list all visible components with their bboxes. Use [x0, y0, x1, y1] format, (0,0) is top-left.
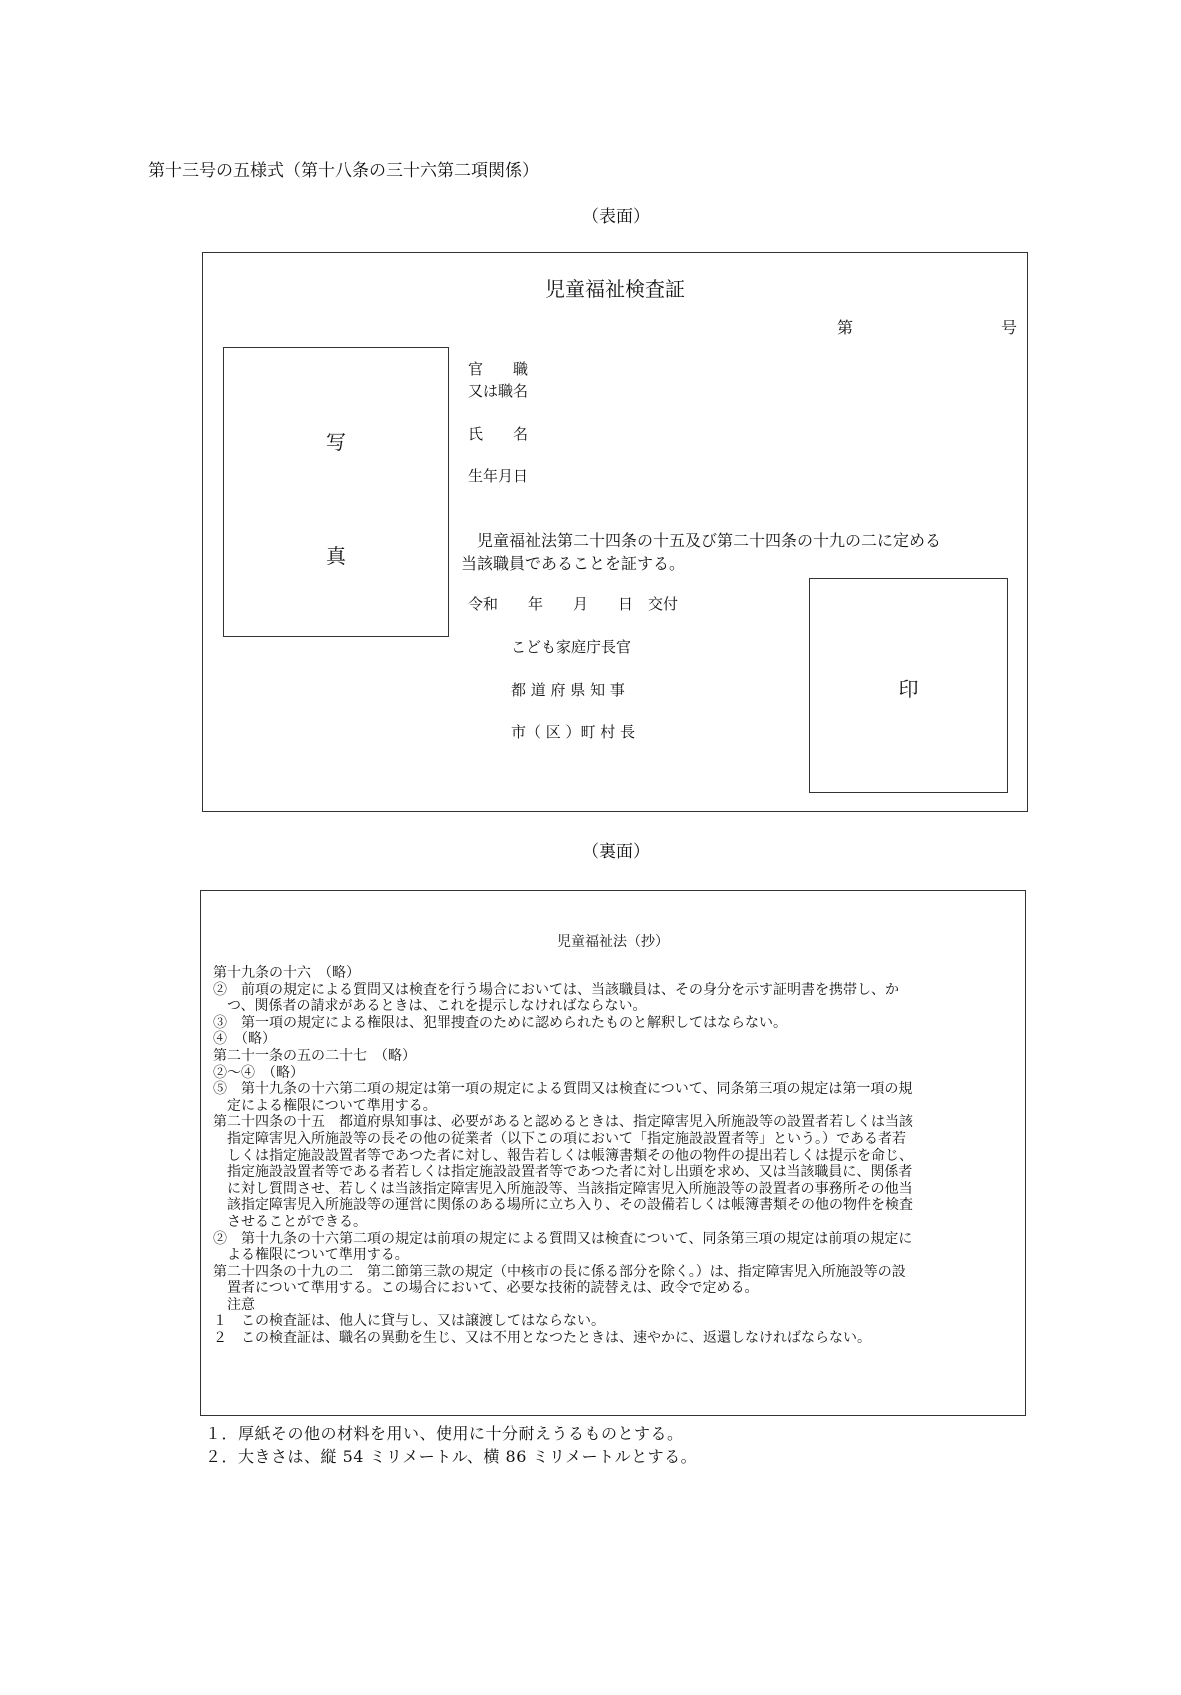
- certificate-title: 児童福祉検査証: [545, 277, 685, 301]
- front-side-label: （表面）: [582, 207, 650, 227]
- law-line: ② 第十九条の十六第二項の規定は前項の規定による質問又は検査について、同条第三項の規定は前項の規定に: [213, 1230, 913, 1247]
- law-line: ⑤ 第十九条の十六第二項の規定は第一項の規定による質問又は検査について、同条第三項の規定は第一項の規: [213, 1081, 913, 1098]
- birthdate-label: 生年月日: [468, 467, 529, 485]
- law-line: しくは指定施設設置者等であつた者に対し、報告若しくは帳簿書類その他の物件の提出若しくは提示を命じ、: [213, 1147, 913, 1164]
- back-side-label: （裏面）: [582, 842, 650, 862]
- certificate-front: [202, 252, 1028, 812]
- note-1: １．厚紙その他の材料を用い、使用に十分耐えうるものとする。: [205, 1424, 684, 1443]
- certificate-back: [200, 890, 1026, 1416]
- note-2: ２．大きさは、縦 54 ミリメートル、横 86 ミリメートルとする。: [205, 1447, 698, 1466]
- certification-line-2: 当該職員であることを証する。: [461, 554, 686, 573]
- issuer-2: 都 道 府 県 知 事: [511, 681, 625, 699]
- law-line: に対し質問させ、若しくは当該指定障害児入所施設等、当該指定障害児入所施設等の設置者の事務所その他当: [213, 1180, 913, 1197]
- issuer-1: こども家庭庁長官: [511, 638, 632, 656]
- form-title: 第十三号の五様式（第十八条の三十六第二項関係）: [148, 161, 539, 181]
- photo-label-2: 真: [326, 544, 346, 568]
- law-excerpt-title: 児童福祉法（抄）: [557, 934, 669, 950]
- law-line: ②～④ （略）: [213, 1064, 304, 1081]
- law-line: ④ （略）: [213, 1031, 276, 1048]
- certification-line-1: 児童福祉法第二十四条の十五及び第二十四条の十九の二に定める: [461, 531, 942, 550]
- law-line: 第二十一条の五の二十七 （略）: [213, 1047, 416, 1064]
- law-line: 定による権限について準用する。: [213, 1097, 437, 1114]
- official-title-label-2: 又は職名: [468, 382, 529, 400]
- photo-area: [223, 347, 449, 637]
- name-label: 氏 名: [468, 425, 529, 443]
- law-line: 指定施設設置者等である者若しくは指定施設設置者等であつた者に対し出頭を求め、又は当該職員に、関係者: [213, 1164, 913, 1181]
- law-line: 第二十四条の十五 都道府県知事は、必要があると認めるときは、指定障害児入所施設等の設置者若しくは当該: [213, 1114, 913, 1131]
- law-line: ② 前項の規定による質問又は検査を行う場合においては、当該職員は、その身分を示す証明書を携帯し、か: [213, 981, 899, 998]
- law-line: よる権限について準用する。: [213, 1247, 409, 1264]
- law-excerpt-text: [213, 965, 913, 1347]
- issue-date: 令和 年 月 日 交付: [468, 595, 679, 613]
- law-line: させることができる。: [213, 1213, 367, 1230]
- number-suffix: 号: [1001, 318, 1018, 337]
- official-title-label: 官 職: [468, 360, 529, 378]
- seal-area: [809, 578, 1008, 793]
- number-prefix: 第: [837, 318, 854, 337]
- issuer-3: 市（ 区 ）町 村 長: [511, 723, 636, 741]
- law-line: つ、関係者の請求があるときは、これを提示しなければならない。: [213, 998, 647, 1015]
- law-line: 該指定障害児入所施設等の運営に関係のある場所に立ち入り、その設備若しくは帳簿書類その他の物件を検査: [213, 1197, 913, 1214]
- law-line: 置者について準用する。この場合において、必要な技術的読替えは、政令で定める。: [213, 1280, 759, 1297]
- seal-label: 印: [898, 677, 919, 701]
- law-line: 第十九条の十六 （略）: [213, 965, 360, 981]
- law-line: ２ この検査証は、職名の異動を生じ、又は不用となつたときは、速やかに、返還しなければならない。: [213, 1330, 871, 1347]
- law-line: 注意: [213, 1296, 255, 1313]
- photo-label-1: 写: [326, 430, 346, 454]
- law-line: 第二十四条の十九の二 第二節第三款の規定（中核市の長に係る部分を除く。）は、指定障害児入所施設等の設: [213, 1263, 906, 1280]
- law-line: ③ 第一項の規定による権限は、犯罪捜査のために認められたものと解釈してはならない。: [213, 1014, 787, 1031]
- law-line: １ この検査証は、他人に貸与し、又は譲渡してはならない。: [213, 1313, 605, 1330]
- law-line: 指定障害児入所施設等の長その他の従業者（以下この項において「指定施設設置者等」という。）である者若: [213, 1130, 906, 1147]
